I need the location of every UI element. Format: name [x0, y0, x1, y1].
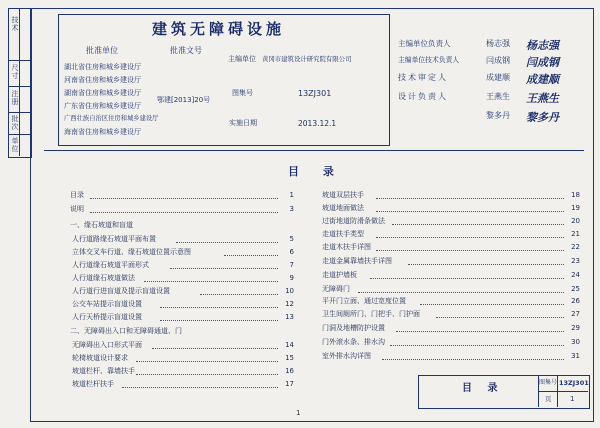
title-block-name: 目 录	[462, 383, 504, 394]
toc-entry-title: 无障碍门	[322, 285, 350, 293]
approve-doc-label: 批准文号	[170, 46, 202, 55]
toc-heading: 目 录	[288, 165, 344, 178]
title-block-atlas-label: 图集号	[539, 379, 558, 386]
toc-entry-title: 坡道双层扶手	[322, 191, 364, 199]
toc-entry-title: 走道木扶手详图	[322, 243, 371, 251]
toc-entry-page: 13	[285, 313, 294, 321]
toc-entry-page: 25	[571, 285, 580, 293]
title-block-atlas-no: 13ZJ301	[559, 379, 589, 387]
approve-unit-6: 海南省住房和城乡建设厅	[64, 128, 141, 136]
signature: 闫成钢	[526, 56, 559, 69]
toc-entry-title: 轮椅坡道设计要求	[72, 354, 128, 362]
toc-entry-page: 9	[289, 274, 294, 282]
toc-entry-page: 31	[571, 352, 580, 360]
approve-unit-4: 广东省住房和城乡建设厅	[64, 102, 141, 110]
atlas-title: 建筑无障碍设施	[152, 20, 286, 38]
title-block-page-label: 页	[545, 395, 552, 403]
toc-entry-page: 5	[289, 235, 294, 243]
toc-entry-page: 10	[285, 287, 294, 295]
toc-entry-page: 18	[571, 191, 580, 199]
person-name: 闫成钢	[486, 56, 510, 65]
person-name: 黎多丹	[486, 111, 510, 120]
binding-label: 单位	[11, 137, 19, 153]
toc-entry-title: 人行道缘石坡道平面形式	[72, 261, 149, 269]
toc-entry-title: 走道护墙板	[322, 271, 357, 279]
approve-unit-label: 批准单位	[86, 46, 118, 55]
toc-entry-page: 21	[571, 230, 580, 238]
approve-unit-1: 湖北省住房和城乡建设厅	[64, 63, 141, 71]
toc-entry-page: 29	[571, 324, 580, 332]
toc-entry-title: 坡道地面做法	[322, 204, 364, 212]
binding-label: 批次	[11, 115, 19, 131]
toc-section-title: 一、缘石坡道和盲道	[70, 221, 133, 229]
approval-doc-number: 鄂建[2013]20号	[157, 96, 211, 104]
toc-entry-page: 30	[571, 338, 580, 346]
toc-entry-title: 走道扶手类型	[322, 230, 364, 238]
approve-unit-3: 湖南省住房和城乡建设厅	[64, 89, 141, 97]
person-name: 王燕生	[486, 92, 510, 101]
toc-entry-title: 过街地道防滑条做法	[322, 217, 385, 225]
toc-entry-title: 公交车站提示盲道设置	[72, 300, 142, 308]
chief-unit-label: 主编单位	[228, 55, 256, 63]
effective-date-label: 实施日期	[229, 119, 257, 127]
toc-entry-page: 14	[285, 341, 294, 349]
toc-section-title: 二、无障碍出入口和无障碍通道、门	[70, 327, 182, 335]
toc-entry-page: 16	[285, 367, 294, 375]
toc-entry-page: 20	[571, 217, 580, 225]
toc-entry-title: 立体交叉车行道、缘石坡道位置示意图	[72, 248, 191, 256]
toc-entry-title: 人行道行进盲道及提示盲道设置	[72, 287, 170, 295]
toc-entry-page: 23	[571, 257, 580, 265]
person-name: 成建顺	[486, 73, 510, 82]
signature: 黎多丹	[526, 111, 559, 124]
role-label: 主编单位技术负责人	[398, 56, 460, 64]
toc-entry-page: 17	[285, 380, 294, 388]
toc-entry-page: 15	[285, 354, 294, 362]
toc-entry-title: 人行道路缘石坡道平面布置	[72, 235, 156, 243]
binding-label: 尺寸	[11, 64, 19, 80]
chief-unit-value: 黄冈市建筑设计研究院有限公司	[262, 55, 352, 63]
approve-unit-5: 广西壮族自治区住房和城乡建设厅	[64, 115, 159, 122]
approve-unit-2: 河南省住房和城乡建设厅	[64, 76, 141, 84]
toc-entry-title: 门洞及地槽防护设置	[322, 324, 385, 332]
toc-entry-page: 19	[571, 204, 580, 212]
toc-entry-title: 人行道缘石坡道做法	[72, 274, 135, 282]
toc-entry-title: 目录	[70, 191, 84, 199]
toc-entry-title: 室外排水沟详图	[322, 352, 371, 360]
toc-entry-page: 12	[285, 300, 294, 308]
section-divider	[44, 150, 584, 151]
toc-entry-page: 1	[289, 191, 294, 199]
toc-entry-title: 门外滚水条、排水沟	[322, 338, 385, 346]
toc-entry-title: 卫生间厕所门、门把手、门护面	[322, 310, 420, 318]
signature: 成建顺	[526, 73, 559, 86]
role-label: 设计负责人	[398, 92, 448, 101]
title-block-page-no: 1	[570, 395, 575, 403]
toc-entry-page: 24	[571, 271, 580, 279]
atlas-no-value: 13ZJ301	[298, 89, 332, 98]
toc-entry-page: 6	[289, 248, 294, 256]
signature: 王燕生	[526, 92, 559, 105]
toc-entry-title: 走道金属靠墙扶手详图	[322, 257, 392, 265]
role-label: 主编单位负责人	[398, 39, 451, 48]
toc-entry-title: 无障碍出入口形式平面	[72, 341, 142, 349]
toc-entry-page: 26	[571, 297, 580, 305]
toc-entry-page: 22	[571, 243, 580, 251]
binding-label: 注册	[11, 90, 19, 106]
atlas-no-label: 图集号	[232, 89, 253, 97]
binding-label: 技术	[11, 16, 19, 32]
role-label: 技术审定人	[398, 73, 448, 82]
toc-entry-title: 坡道栏杆扶手	[72, 380, 114, 388]
effective-date-value: 2013.12.1	[298, 119, 337, 128]
toc-entry-page: 7	[289, 261, 294, 269]
toc-entry-title: 坡道栏杆、靠墙扶手	[72, 367, 135, 375]
toc-entry-page: 3	[289, 205, 294, 213]
toc-entry-title: 人行天桥提示盲道设置	[72, 313, 142, 321]
toc-entry-page: 27	[571, 310, 580, 318]
toc-entry-title: 平开门立面、通过宽度位置	[322, 297, 406, 305]
toc-entry-title: 说明	[70, 205, 84, 213]
person-name: 杨志强	[486, 39, 510, 48]
footer-page-number: 1	[296, 409, 301, 417]
signature: 杨志强	[526, 39, 559, 52]
